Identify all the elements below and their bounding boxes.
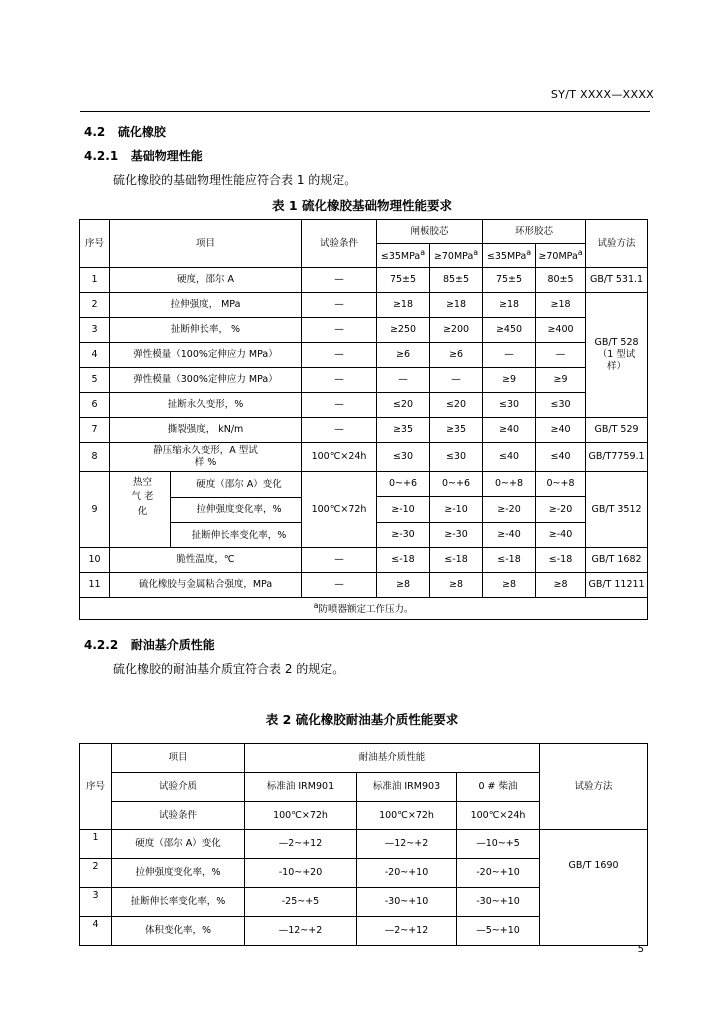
cell-item: 硬度，邵尔 A xyxy=(110,268,302,293)
cell-value: 80±5 xyxy=(536,268,586,293)
header-seq: 序号 xyxy=(80,220,110,268)
cell-seq: 5 xyxy=(80,368,110,393)
cell-condition: — xyxy=(302,268,377,293)
cell-item: 扯断伸长率变化率，% xyxy=(112,888,245,917)
cell-value: ≤40 xyxy=(536,443,586,472)
cell-value: — xyxy=(430,368,483,393)
table-row xyxy=(80,268,648,293)
cell-condition: — xyxy=(302,418,377,443)
cell-seq: 3 xyxy=(80,318,110,343)
cell-value: -25~+5 xyxy=(245,888,357,917)
cell-seq: 8 xyxy=(80,443,110,472)
header-pressure-low: ≤35MPa$^a$ xyxy=(483,244,536,268)
paragraph-4-2-1: 硫化橡胶的基础物理性能应符合表 1 的规定。 xyxy=(113,173,357,187)
document-code: SY/T XXXX—XXXX xyxy=(550,88,654,101)
cell-item: 拉伸强度变化率，% xyxy=(112,859,245,888)
cell-value: ≥-20 xyxy=(483,497,536,522)
cell-seq: 6 xyxy=(80,393,110,418)
cell-value: ≤30 xyxy=(377,443,430,472)
cell-seq: 7 xyxy=(80,418,110,443)
cell-item: 弹性模量（100%定伸应力 MPa） xyxy=(110,343,302,368)
cell-value: ≥40 xyxy=(483,418,536,443)
cell-condition: — xyxy=(302,343,377,368)
cell-method: GB/T 528 （1 型试 样） xyxy=(586,293,648,418)
section-number: 4.2.2 xyxy=(84,638,119,652)
table-row xyxy=(80,548,648,573)
section-title: 耐油基介质性能 xyxy=(130,638,215,652)
cell-value: 0~+6 xyxy=(430,472,483,497)
table-note: $^a$防喷器额定工作压力。 xyxy=(80,598,648,620)
header-performance: 耐油基介质性能 xyxy=(245,744,540,773)
cell-method: GB/T 1682 xyxy=(586,548,648,573)
table-row xyxy=(80,343,648,368)
cell-value: ≥6 xyxy=(377,343,430,368)
sub-items xyxy=(171,472,301,547)
cell-item: 硬度（邵尔 A）变化 xyxy=(112,830,245,859)
cell-value: ≥9 xyxy=(483,368,536,393)
cell-value: —5~+10 xyxy=(457,917,540,946)
cell-value: —2~+12 xyxy=(357,917,457,946)
cell-seq: 4 xyxy=(80,343,110,368)
sub-item: 扯断伸长率变化率，% xyxy=(191,530,287,541)
cell-value: —12~+2 xyxy=(357,830,457,859)
cell-value: ≥18 xyxy=(536,293,586,318)
cell-condition: — xyxy=(302,318,377,343)
cell-value: ≥35 xyxy=(430,418,483,443)
cell-method: GB/T 529 xyxy=(586,418,648,443)
cell-seq: 2 xyxy=(80,293,110,318)
medium-cell: 标准油 IRM901 xyxy=(245,773,357,802)
header-rule xyxy=(80,111,650,112)
cell-value: —10~+5 xyxy=(457,830,540,859)
section-4-2-heading xyxy=(84,123,166,140)
cell-value: ≥18 xyxy=(430,293,483,318)
paragraph-4-2-2: 硫化橡胶的耐油基介质宜符合表 2 的规定。 xyxy=(113,662,345,676)
cell-value: ≥400 xyxy=(536,318,586,343)
cell-seq: 4 xyxy=(80,917,112,946)
cell-item: 脆性温度，℃ xyxy=(110,548,302,573)
table-row xyxy=(80,472,648,497)
cell-condition: 100℃×72h xyxy=(302,472,377,548)
section-4-2-1-heading xyxy=(84,147,203,164)
cell-value: 75±5 xyxy=(483,268,536,293)
condition-cell: 100℃×72h xyxy=(357,802,457,830)
cell-value: — xyxy=(377,368,430,393)
cell-value: ≥18 xyxy=(483,293,536,318)
cell-item: 撕裂强度， kN/m xyxy=(110,418,302,443)
cell-value: ≤-18 xyxy=(483,548,536,573)
cell-value: -30~+10 xyxy=(457,888,540,917)
cell-value: ≥6 xyxy=(430,343,483,368)
cell-item: 弹性模量（300%定伸应力 MPa） xyxy=(110,368,302,393)
table-row xyxy=(80,293,648,318)
cell-value: -30~+10 xyxy=(357,888,457,917)
cell-value: ≥8 xyxy=(377,573,430,598)
cell-method: GB/T 1690 xyxy=(540,830,648,946)
condition-cell: 100℃×72h xyxy=(245,802,357,830)
cell-condition: — xyxy=(302,548,377,573)
header-method: 试验方法 xyxy=(540,744,648,830)
table1-caption: 表 1 硫化橡胶基础物理性能要求 xyxy=(272,198,452,213)
cell-value: ≤30 xyxy=(536,393,586,418)
cell-value: 0~+8 xyxy=(536,472,586,497)
table-note-row xyxy=(80,598,648,620)
cell-value: — xyxy=(536,343,586,368)
cell-value: ≤-18 xyxy=(536,548,586,573)
table-row xyxy=(80,393,648,418)
header-item: 项目 xyxy=(110,220,302,268)
cell-item: 拉伸强度， MPa xyxy=(110,293,302,318)
cell-seq: 9 xyxy=(80,472,110,548)
cell-value: 0~+8 xyxy=(483,472,536,497)
cell-value: ≥-10 xyxy=(430,497,483,522)
cell-value: -20~+10 xyxy=(457,859,540,888)
cell-value: ≥-10 xyxy=(377,497,430,522)
header-method: 试验方法 xyxy=(586,220,648,268)
medium-cell: 0 # 柴油 xyxy=(457,773,540,802)
cell-seq: 3 xyxy=(80,888,112,917)
cell-value: ≤20 xyxy=(430,393,483,418)
cell-value: 85±5 xyxy=(430,268,483,293)
table-row xyxy=(80,830,648,859)
section-title: 硫化橡胶 xyxy=(117,125,166,139)
cell-method: GB/T 531.1 xyxy=(586,268,648,293)
table-row xyxy=(80,318,648,343)
cell-value: ≥8 xyxy=(483,573,536,598)
cell-item-group xyxy=(110,472,302,548)
section-number: 4.2 xyxy=(84,125,106,139)
cell-condition: — xyxy=(302,368,377,393)
cell-seq: 10 xyxy=(80,548,110,573)
cell-value: ≥250 xyxy=(377,318,430,343)
cell-condition: 100℃×24h xyxy=(302,443,377,472)
cell-value: ≥40 xyxy=(536,418,586,443)
page-number: 5 xyxy=(637,944,644,955)
table-row xyxy=(80,418,648,443)
header-gate-core: 闸板胶芯 xyxy=(377,220,483,244)
cell-seq: 11 xyxy=(80,573,110,598)
cell-value: ≥18 xyxy=(377,293,430,318)
sub-item: 硬度（邵尔 A）变化 xyxy=(171,472,301,498)
cell-value: 0~+6 xyxy=(377,472,430,497)
cell-method: GB/T7759.1 xyxy=(586,443,648,472)
cell-value: ≤30 xyxy=(430,443,483,472)
table2-caption: 表 2 硫化橡胶耐油基介质性能要求 xyxy=(265,712,459,727)
cell-seq: 2 xyxy=(80,859,112,888)
cell-method: GB/T 3512 xyxy=(586,472,648,548)
cell-item: 扯断永久变形，% xyxy=(110,393,302,418)
cell-value: ≥-40 xyxy=(483,522,536,547)
cell-value: ≥-30 xyxy=(430,522,483,547)
header-condition: 试验条件 xyxy=(112,802,245,830)
cell-value: ≥450 xyxy=(483,318,536,343)
cell-value: ≥9 xyxy=(536,368,586,393)
table-row xyxy=(80,368,648,393)
medium-cell: 标准油 IRM903 xyxy=(357,773,457,802)
cell-method: GB/T 11211 xyxy=(586,573,648,598)
header-condition: 试验条件 xyxy=(302,220,377,268)
cell-value: ≤40 xyxy=(483,443,536,472)
cell-value: ≤-18 xyxy=(430,548,483,573)
cell-value: -10~+20 xyxy=(245,859,357,888)
cell-item: 体积变化率，% xyxy=(112,917,245,946)
cell-item: 静压缩永久变形，A 型试 样 % xyxy=(110,443,302,472)
cell-value: ≥200 xyxy=(430,318,483,343)
condition-cell: 100℃×24h xyxy=(457,802,540,830)
cell-value: ≥8 xyxy=(430,573,483,598)
cell-value: ≤30 xyxy=(483,393,536,418)
table2 xyxy=(79,743,648,946)
cell-value: ≤20 xyxy=(377,393,430,418)
header-item: 项目 xyxy=(112,744,245,773)
cell-item: 扯断伸长率， % xyxy=(110,318,302,343)
section-4-2-2-heading xyxy=(84,636,215,653)
cell-value: —2~+12 xyxy=(245,830,357,859)
header-seq: 序号 xyxy=(80,744,112,830)
table-row xyxy=(80,573,648,598)
header-ring-core: 环形胶芯 xyxy=(483,220,586,244)
cell-value: ≥-40 xyxy=(536,522,586,547)
cell-value: ≥8 xyxy=(536,573,586,598)
cell-condition: — xyxy=(302,393,377,418)
section-title: 基础物理性能 xyxy=(130,149,203,163)
sub-item: 拉伸强度变化率，% xyxy=(171,498,301,523)
cell-value: ≥35 xyxy=(377,418,430,443)
cell-condition: — xyxy=(302,573,377,598)
cell-value: ≥-30 xyxy=(377,522,430,547)
header-pressure-high: ≥70MPa$^a$ xyxy=(536,244,586,268)
header-medium: 试验介质 xyxy=(112,773,245,802)
cell-seq: 1 xyxy=(80,830,112,859)
cell-item: 硫化橡胶与金属粘合强度，MPa xyxy=(110,573,302,598)
header-pressure-low: ≤35MPa$^a$ xyxy=(377,244,430,268)
table-row xyxy=(80,443,648,472)
cell-value: — xyxy=(483,343,536,368)
cell-seq: 1 xyxy=(80,268,110,293)
group-label: 热空 气 老 化 xyxy=(110,472,171,547)
cell-value: 75±5 xyxy=(377,268,430,293)
cell-condition: — xyxy=(302,293,377,318)
cell-value: -20~+10 xyxy=(357,859,457,888)
section-number: 4.2.1 xyxy=(84,149,119,163)
cell-value: ≤-18 xyxy=(377,548,430,573)
table1 xyxy=(79,219,648,620)
cell-value: —12~+2 xyxy=(245,917,357,946)
cell-value: ≥-20 xyxy=(536,497,586,522)
header-pressure-high: ≥70MPa$^a$ xyxy=(430,244,483,268)
